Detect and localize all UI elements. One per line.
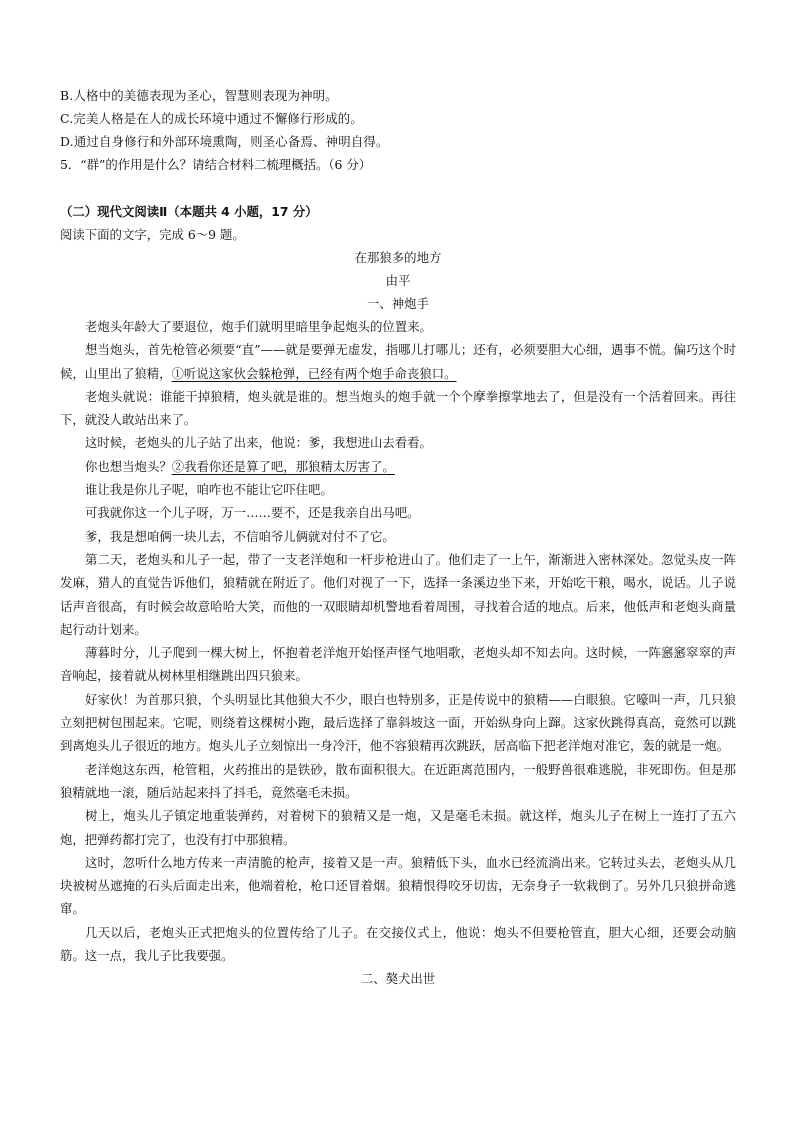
paragraph: 这时候，老炮头的儿子站了出来，他说：爹，我想进山去看看。 xyxy=(85,435,432,451)
paragraph: 老炮头年龄大了要退位，炮手们就明里暗里争起炮头的位置来。 xyxy=(85,319,432,334)
paragraph xyxy=(60,455,736,478)
paragraph: 老洋炮这东西，枪管粗，火药推出的是铁砂，散布面积很大。在近距离范围内，一般野兽很难逃脱，非死即伤。但是那狼精就地一滚，随后站起来抖了抖毛，竟然毫毛未损。 xyxy=(60,761,736,800)
paragraph xyxy=(60,338,736,385)
instruction: 阅读下面的文字，完成 6～9 题。 xyxy=(60,227,245,242)
paragraph: 树上，炮头儿子镇定地重装弹药，对着树下的狼精又是一炮，又是毫毛未损。就这样，炮头儿子在树上一连打了五六炮，把弹药都打完了，也没有打中那狼精。 xyxy=(60,808,736,847)
option-d: D.通过自身修行和外部环境熏陶，则圣心备焉、神明自得。 xyxy=(60,134,389,149)
paragraph: 好家伙！为首那只狼，个头明显比其他狼大不少，眼白也特别多，正是传说中的狼精——白眼狼。它嚎叫一声，几只狼立刻把树包围起来。它呢，则绕着这棵树小跑，最后选择了靠斜坡这一面，开始纵身向上蹿。这家伙跳得真高，竟然可以跳到离炮头儿子很近的地方。炮头儿子立刻惊出一身冷汗，他不容狼精再次跳跃，居高临下把老洋炮对准它，轰的就是一炮。 xyxy=(60,691,736,754)
paragraph-text: 想当炮头，首先枪管必须要“直”——就是要弹无虚发，指哪儿打哪儿；还有，必须要胆大心细，遇事不慌。偏巧这个时候，山里出了狼精， xyxy=(60,342,736,381)
chapter-heading-1: 一、神炮手 xyxy=(367,296,429,311)
paragraph: 第二天，老炮头和儿子一起，带了一支老洋炮和一杆步枪进山了。他们走了一上午，渐渐进入密林深处。忽觉头皮一阵发麻，猎人的直觉告诉他们，狼精就在附近了。他们对视了一下，选择一条溪边坐下来，开始吃干粮，喝水，说话。儿子说话声音很高，有时候会故意哈哈大笑，而他的一双眼睛却机警地看着周围，寻找着合适的地点。后来，他低声和老炮头商量起行动计划来。 xyxy=(60,551,736,637)
section-header: （二）现代文阅读Ⅱ（本题共 4 小题，17 分） xyxy=(60,204,318,219)
paragraph: 老炮头就说：谁能干掉狼精，炮头就是谁的。想当炮头的炮手就一个个摩拳擦掌地去了，但是没有一个活着回来。再往下，就没人敢站出来了。 xyxy=(60,388,736,428)
paragraph: 谁让我是你儿子呢，咱咋也不能让它吓住吧。 xyxy=(85,482,333,498)
underlined-sentence-1: ①听说这家伙会躲枪弹，已经有两个炮手命丧狼口。 xyxy=(171,365,457,381)
option-b: B.人格中的美德表现为圣心，智慧则表现为神明。 xyxy=(60,88,338,103)
paragraph-text: 你也想当炮头？ xyxy=(85,458,172,474)
underlined-sentence-2: ②我看你还是算了吧，那狼精太厉害了。 xyxy=(171,458,395,474)
paragraph: 爹，我是想咱俩一块儿去，不信咱爷儿俩就对付不了它。 xyxy=(85,528,395,544)
paragraph: 薄暮时分，儿子爬到一棵大树上，怀抱着老洋炮开始怪声怪气地唱歌，老炮头却不知去向。这时候，一阵窸窸窣窣的声音响起，接着就从树林里相继跳出四只狼来。 xyxy=(60,645,736,684)
chapter-heading-2: 二、獒犬出世 xyxy=(360,971,436,987)
story-title: 在那狼多的地方 xyxy=(354,250,442,265)
author: 由平 xyxy=(385,273,411,288)
question-5: 5．“群”的作用是什么？请结合材料二梳理概括。（6 分） xyxy=(60,157,372,172)
document-page xyxy=(60,84,736,990)
option-c: C.完美人格是在人的成长环境中通过不懈修行形成的。 xyxy=(60,111,363,126)
paragraph: 这时，忽听什么地方传来一声清脆的枪声，接着又是一声。狼精低下头，血水已经流淌出来。它转过头去，老炮头从几块被树丛遮掩的石头后面走出来，他端着枪，枪口还冒着烟。狼精恨得咬牙切齿，无奈身子一软栽倒了。另外几只狼拼命逃窜。 xyxy=(60,854,736,917)
paragraph: 可我就你这一个儿子呀，万一……要不，还是我亲自出马吧。 xyxy=(85,505,420,521)
paragraph: 几天以后，老炮头正式把炮头的位置传给了儿子。在交接仪式上，他说：炮头不但要枪管直，胆大心细，还要会动脑筋。这一点，我儿子比我要强。 xyxy=(60,924,736,964)
